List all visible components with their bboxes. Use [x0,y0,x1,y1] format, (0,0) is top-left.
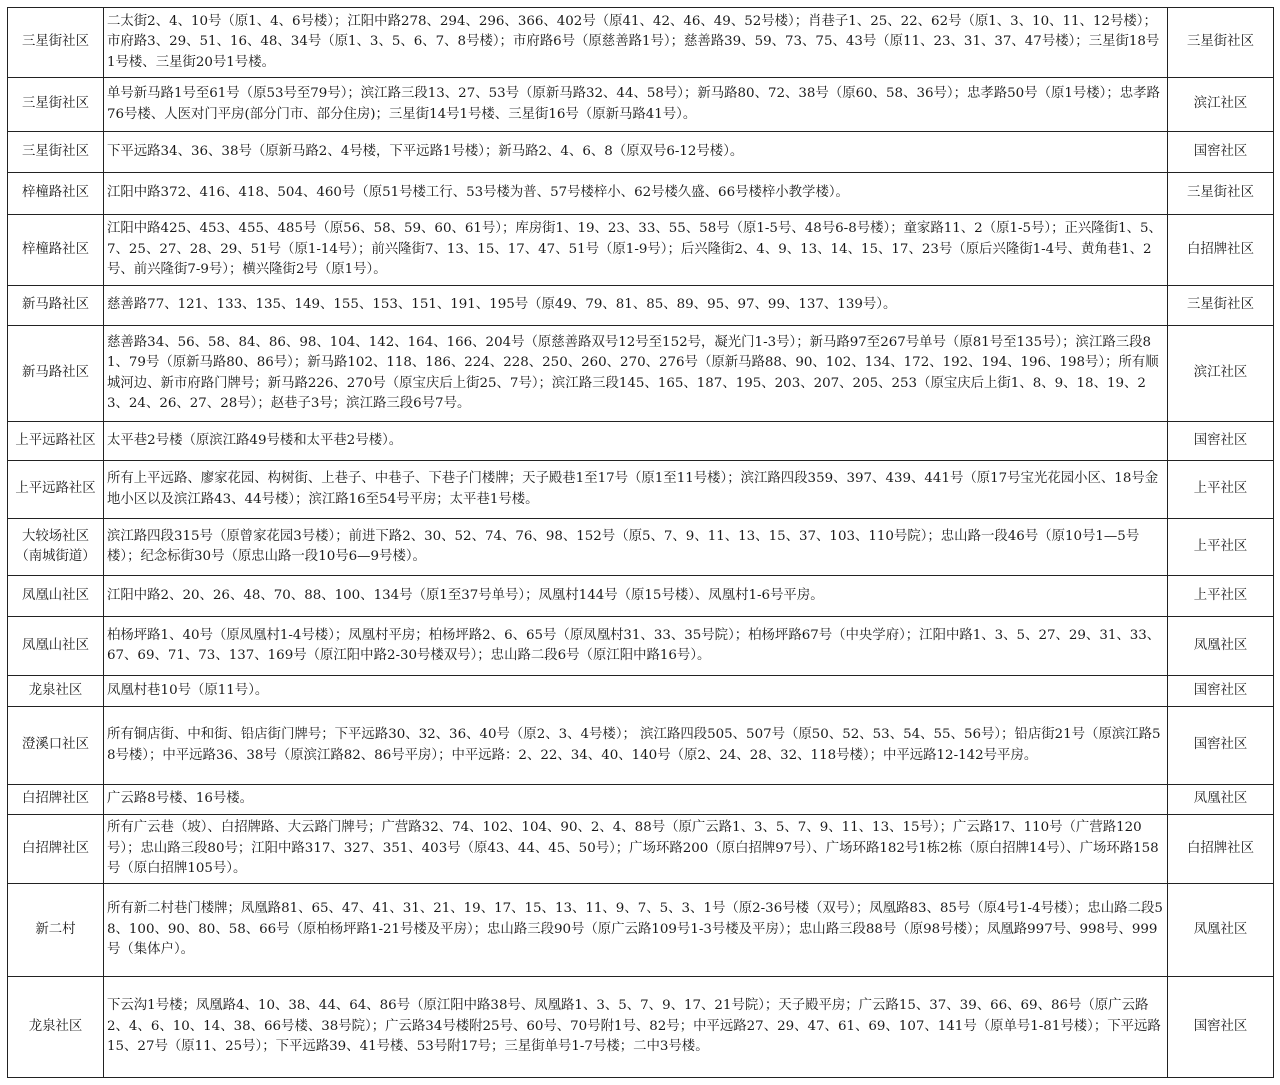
original-community-cell: 新马路社区 [8,286,104,326]
address-list-cell: 二太街2、4、10号（原1、4、6号楼）；江阳中路278、294、296、366、402号（原41、42、46、49、52号楼）；肖巷子1、25、22、62号（原1、3、10、11、12号楼）；市府路3、29、51、16、48、34号（原1、3、5、6、7、8号楼）；市府路6号（原慈善路1号）；慈善路39、59、73、75、43号（原11、23、31、37、47号楼）；三星街18号1号楼、三星街20号1号楼。 [104,8,1168,78]
table-row [8,617,1274,676]
original-community-cell: 大较场社区（南城街道） [8,519,104,576]
table-row [8,519,1274,576]
new-community-cell: 国窖社区 [1168,422,1274,461]
table-row [8,326,1274,422]
original-community-cell: 三星街社区 [8,78,104,132]
address-list-cell: 江阳中路2、20、26、48、70、88、100、134号（原1至37号单号）；凤凰村144号（原15号楼）、凤凰村1-6号平房。 [104,576,1168,617]
table-row [8,707,1274,785]
new-community-cell: 三星街社区 [1168,286,1274,326]
address-list-cell: 所有广云巷（坡）、白招牌路、大云路门牌号；广营路32、74、102、104、90、2、4、88号（原广云路1、3、5、7、9、11、13、15号）；广云路17、110号（广营路120号）；忠山路三段80号；江阳中路317、327、351、403号（原43、44、45、50号）；广场环路200（原白招牌97号）、广场环路182号1栋2栋（原白招牌14号）、广场环路158号（原白招牌105号）。 [104,815,1168,884]
original-community-cell: 白招牌社区 [8,815,104,884]
table-row [8,286,1274,326]
new-community-cell: 上平社区 [1168,576,1274,617]
original-community-cell: 三星街社区 [8,8,104,78]
original-community-cell: 上平远路社区 [8,461,104,519]
original-community-cell: 三星街社区 [8,132,104,173]
new-community-cell: 凤凰社区 [1168,785,1274,815]
table-row [8,422,1274,461]
new-community-cell: 白招牌社区 [1168,215,1274,286]
original-community-cell: 新马路社区 [8,326,104,422]
original-community-cell: 梓橦路社区 [8,173,104,215]
new-community-cell: 白招牌社区 [1168,815,1274,884]
original-community-cell: 龙泉社区 [8,977,104,1078]
new-community-cell: 国窖社区 [1168,977,1274,1078]
new-community-cell: 凤凰社区 [1168,884,1274,977]
table-row [8,815,1274,884]
address-list-cell: 所有新二村巷门楼牌；凤凰路81、65、47、41、31、21、19、17、15、13、11、9、7、5、3、1号（原2-36号楼（双号）；凤凰路83、85号（原4号1-4号楼）；忠山路二段58、100、90、80、58、66号（原柏杨坪路1-21号楼及平房）；忠山路三段90号（原广云路109号1-3号楼及平房）；忠山路三段88号（原98号楼）；凤凰路997号、998号、999号（集体户）。 [104,884,1168,977]
new-community-cell: 三星街社区 [1168,173,1274,215]
table-row [8,78,1274,132]
address-list-cell: 所有上平远路、廖家花园、构树街、上巷子、中巷子、下巷子门楼牌；天子殿巷1至17号（原1至11号楼）；滨江路四段359、397、439、441号（原17号宝光花园小区、18号金地小区以及滨江路43、44号楼）；滨江路16至54号平房；太平巷1号楼。 [104,461,1168,519]
original-community-cell: 龙泉社区 [8,676,104,707]
table-row [8,132,1274,173]
table-row [8,785,1274,815]
address-list-cell: 凤凰村巷10号（原11号）。 [104,676,1168,707]
new-community-cell: 上平社区 [1168,461,1274,519]
new-community-cell: 凤凰社区 [1168,617,1274,676]
address-list-cell: 柏杨坪路1、40号（原凤凰村1-4号楼）；凤凰村平房；柏杨坪路2、6、65号（原凤凰村31、33、35号院）；柏杨坪路67号（中央学府）；江阳中路1、3、5、27、29、31、33、67、69、71、73、137、169号（原江阳中路2-30号楼双号）；忠山路二段6号（原江阳中路16号）。 [104,617,1168,676]
original-community-cell: 凤凰山社区 [8,617,104,676]
table-row [8,461,1274,519]
address-list-cell: 江阳中路425、453、455、485号（原56、58、59、60、61号）；库房街1、19、23、33、55、58号（原1-5号、48号6-8号楼）；童家路11、2（原1-5号）；正兴隆街1、5、7、25、27、28、29、51号（原1-14号）；前兴隆街7、13、15、17、47、51号（原1-9号）；后兴隆街2、4、9、13、14、15、17、23号（原后兴隆街1-4号、黄角巷1、2号、前兴隆街7-9号）；横兴隆街2号（原1号）。 [104,215,1168,286]
new-community-cell: 三星街社区 [1168,8,1274,78]
new-community-cell: 滨江社区 [1168,78,1274,132]
address-list-cell: 所有铜店街、中和街、铅店街门牌号；下平远路30、32、36、40号（原2、3、4号楼）； 滨江路四段505、507号（原50、52、53、54、55、56号）；铅店街21号（原滨江路58号楼）；中平远路36、38号（原滨江路82、86号平房）；中平远路：2、22、34、40、140号（原2、24、28、32、118号楼）；中平远路12-142号平房。 [104,707,1168,785]
table-row [8,173,1274,215]
new-community-cell: 国窖社区 [1168,676,1274,707]
table-row [8,215,1274,286]
address-list-cell: 广云路8号楼、16号楼。 [104,785,1168,815]
new-community-cell: 国窖社区 [1168,707,1274,785]
table-row [8,8,1274,78]
address-list-cell: 下云沟1号楼；凤凰路4、10、38、44、64、86号（原江阳中路38号、凤凰路1、3、5、7、9、17、21号院）；天子殿平房；广云路15、37、39、66、69、86号（原广云路2、4、6、10、14、38、66号楼、38号院）；广云路34号楼附25号、60号、70号附1号、82号；中平远路27、29、47、61、69、107、141号（原单号1-81号楼）；下平远路15、27号（原11、25号）；下平远路39、41号楼、53号附17号；三星街单号1-7号楼；二中3号楼。 [104,977,1168,1078]
new-community-cell: 上平社区 [1168,519,1274,576]
table-row [8,576,1274,617]
new-community-cell: 国窖社区 [1168,132,1274,173]
table-row [8,977,1274,1078]
table-row [8,676,1274,707]
new-community-cell: 滨江社区 [1168,326,1274,422]
original-community-cell: 凤凰山社区 [8,576,104,617]
table-body [8,8,1274,1078]
address-list-cell: 太平巷2号楼（原滨江路49号楼和太平巷2号楼）。 [104,422,1168,461]
address-list-cell: 下平远路34、36、38号（原新马路2、4号楼，下平远路1号楼）；新马路2、4、6、8（原双号6-12号楼）。 [104,132,1168,173]
address-list-cell: 慈善路77、121、133、135、149、155、153、151、191、195号（原49、79、81、85、89、95、97、99、137、139号）。 [104,286,1168,326]
original-community-cell: 梓橦路社区 [8,215,104,286]
address-list-cell: 慈善路34、56、58、84、86、98、104、142、164、166、204号（原慈善路双号12号至152号，凝光门1-3号）；新马路97至267号单号（原81号至135号）；滨江路三段81、79号（原新马路80、86号）；新马路102、118、186、224、228、250、260、270、276号（原新马路88、90、102、134、172、192、194、196、198号）；所有顺城河边、新市府路门牌号；新马路226、270号（原宝庆后上街25、7号）；滨江路三段145、165、187、195、203、207、205、253（原宝庆后上街1、8、9、18、19、23、24、26、27、28号）；赵巷子3号；滨江路三段6号7号。 [104,326,1168,422]
original-community-cell: 澄溪口社区 [8,707,104,785]
address-reassignment-table [7,7,1274,1078]
original-community-cell: 新二村 [8,884,104,977]
address-list-cell: 江阳中路372、416、418、504、460号（原51号楼工行、53号楼为普、57号楼梓小、62号楼久盛、66号楼梓小教学楼）。 [104,173,1168,215]
address-list-cell: 单号新马路1号至61号（原53号至79号）；滨江路三段13、27、53号（原新马路32、44、58号）；新马路80、72、38号（原60、58、36号）；忠孝路50号（原1号楼）；忠孝路76号楼、人医对门平房(部分门市、部分住房)；三星街14号1号楼、三星街16号（原新马路41号）。 [104,78,1168,132]
original-community-cell: 白招牌社区 [8,785,104,815]
table-row [8,884,1274,977]
address-list-cell: 滨江路四段315号（原曾家花园3号楼）；前进下路2、30、52、74、76、98、152号（原5、7、9、11、13、15、37、103、110号院）；忠山路一段46号（原10号1—5号楼）；纪念标街30号（原忠山路一段10号6—9号楼）。 [104,519,1168,576]
original-community-cell: 上平远路社区 [8,422,104,461]
